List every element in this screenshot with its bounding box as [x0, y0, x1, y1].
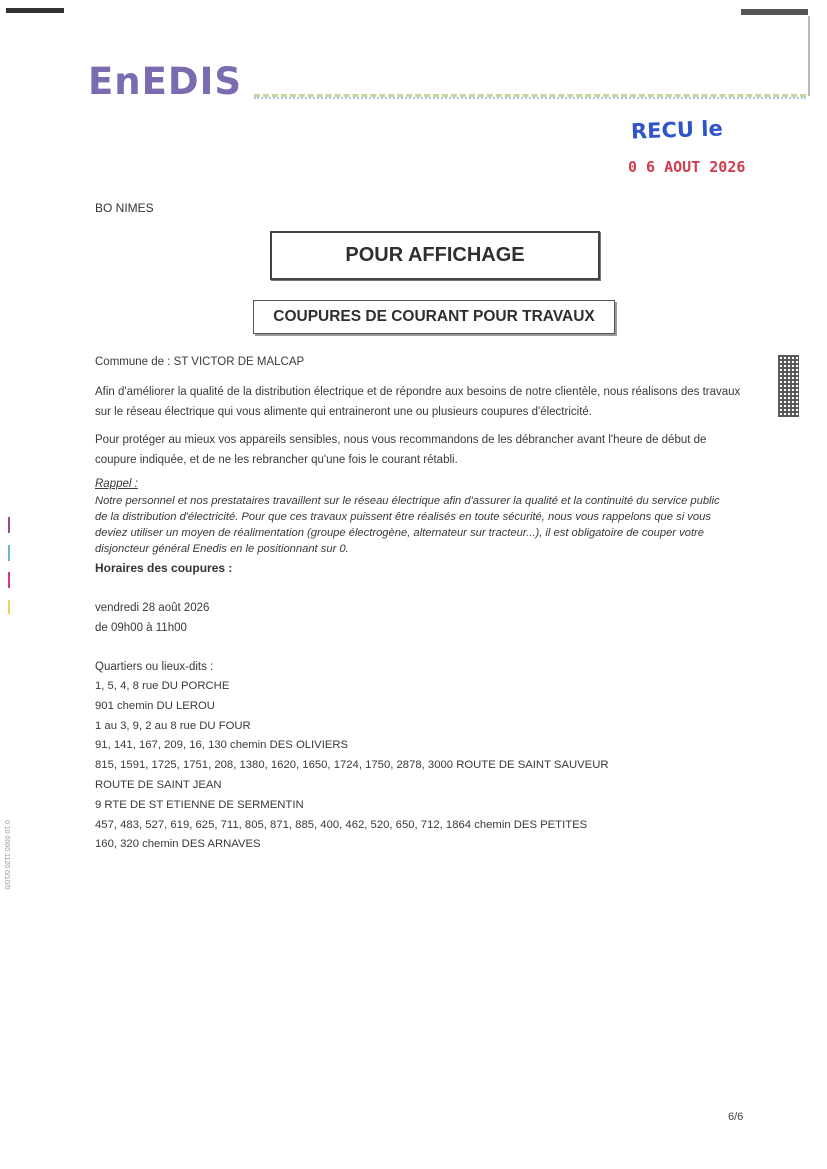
scan-color-mark: [8, 572, 10, 588]
location-item: 1, 5, 4, 8 rue DU PORCHE: [95, 680, 230, 692]
location-list: [95, 677, 609, 855]
location-item: 1 au 3, 9, 2 au 8 rue DU FOUR: [95, 719, 251, 732]
title-box: [270, 231, 600, 280]
received-stamp-label: RECU le: [630, 116, 724, 144]
quartiers-label: Quartiers ou lieux-dits :: [95, 661, 214, 673]
subtitle-box: [253, 300, 615, 334]
outage-date: vendredi 28 août 2026: [95, 602, 210, 614]
location-item: 457, 483, 527, 619, 625, 711, 805, 871, 885, 400, 462, 520, 650, 712, 1864 chemin DES PETITES: [95, 818, 588, 831]
enedis-logo: EnEDIS: [88, 60, 243, 103]
location-item: 160, 320 chemin DES ARNAVES: [95, 838, 261, 851]
scan-color-mark: [8, 600, 10, 614]
location-item: 901 chemin DU LEROU: [95, 699, 215, 712]
rappel-paragraph: Notre personnel et nos prestataires travaillent sur le réseau électrique afin d'assurer la qualité et la continuité du service public de la distribution d'électricité. Pour que ces travaux puissent être réalisés en toute sécurité, nous vous rappelons que si vous deviez utiliser un moyen de réalimentation (groupe électrogène, alternateur sur tracteur...), il est obligatoire de couper votre disjoncteur général Enedis en le positionnant sur 0.: [95, 495, 720, 555]
page-number: 6/6: [728, 1111, 744, 1123]
advice-paragraph: Pour protéger au mieux vos appareils sensibles, nous vous recommandons de les débrancher avant l'heure de début de coupure indiquée, et de ne les rebrancher qu'une fois le courant rétabli.: [95, 434, 707, 466]
scan-color-mark: [8, 545, 10, 561]
intro-paragraph: Afin d'améliorer la qualité de la distribution électrique et de répondre aux besoins de notre clientèle, nous réalisons des travaux sur le réseau électrique qui vous alimente qui entraineront une ou plusieurs coupures d'électricité.: [95, 386, 741, 418]
location-item: ROUTE DE SAINT JEAN: [95, 778, 222, 791]
location-item: 815, 1591, 1725, 1751, 208, 1380, 1620, 1650, 1724, 1750, 2878, 3000 ROUTE DE SAINT SAUVEUR: [95, 759, 609, 772]
recipient: BO NIMES: [95, 201, 154, 215]
commune-line: Commune de : ST VICTOR DE MALCAP: [95, 356, 305, 368]
subtitle-text: COUPURES DE COURANT POUR TRAVAUX: [273, 308, 595, 325]
scan-color-mark: [8, 517, 10, 533]
qr-code: [778, 355, 799, 417]
horaires-title: Horaires des coupures :: [95, 561, 233, 575]
scan-artifact-bar: [741, 9, 808, 15]
rappel-label: Rappel :: [95, 478, 138, 490]
logo-decorative-line: [254, 97, 806, 99]
title-text: POUR AFFICHAGE: [345, 244, 525, 266]
outage-time: de 09h00 à 11h00: [95, 622, 187, 634]
location-item: 9 RTE DE ST ETIENNE DE SERMENTIN: [95, 798, 304, 811]
scan-artifact-bar: [6, 8, 64, 13]
scan-edge-line: [808, 16, 810, 96]
side-reference-code: 0 10 0000 1120 0/10/0: [3, 820, 10, 890]
location-item: 91, 141, 167, 209, 16, 130 chemin DES OLIVIERS: [95, 739, 349, 752]
received-stamp-date: 0 6 AOUT 2026: [628, 158, 746, 176]
